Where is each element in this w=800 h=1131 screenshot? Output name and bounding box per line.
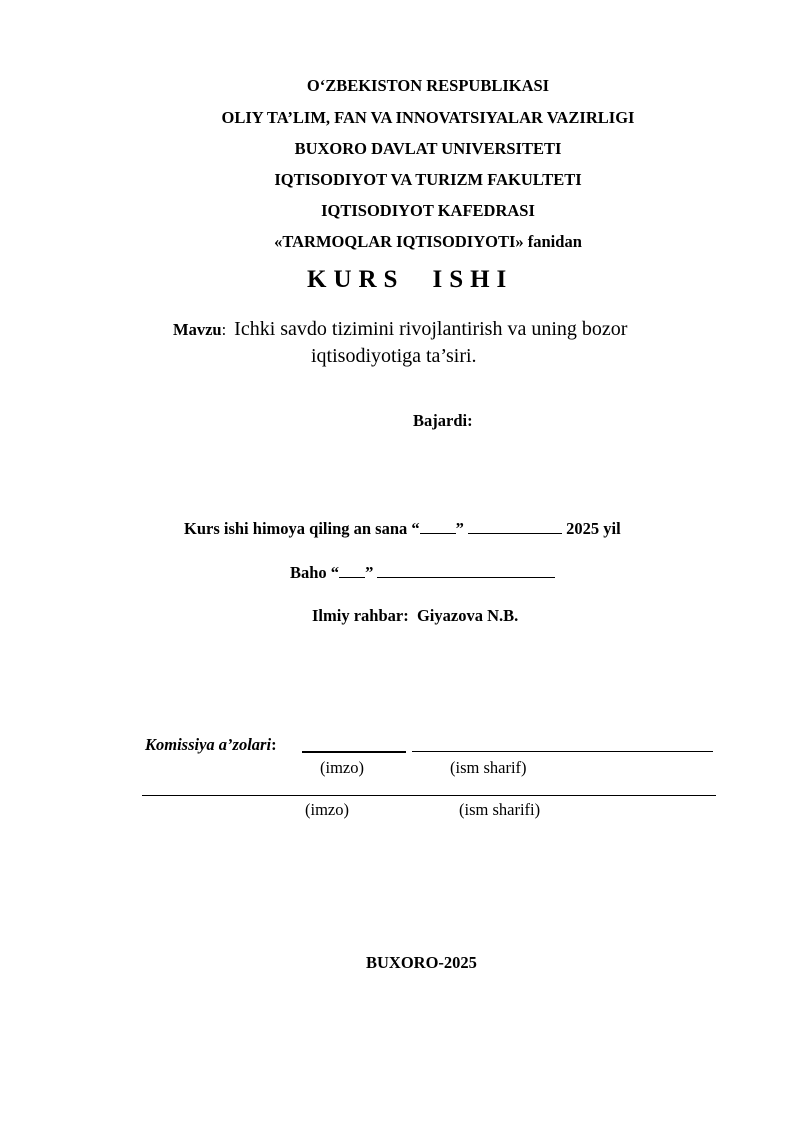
title-word-1: KURS — [307, 266, 405, 293]
commission-sign-caption-2: (imzo) — [305, 800, 349, 819]
grade-blank[interactable] — [339, 563, 365, 578]
commission-sign-caption-1: (imzo) — [320, 758, 364, 777]
defense-text: Kurs ishi himoya qiling an sana “ — [184, 519, 420, 538]
defense-year: 2025 yil — [566, 519, 621, 538]
title-word-2: ISHI — [432, 266, 514, 293]
defense-month-blank[interactable] — [468, 519, 562, 534]
topic-label: Mavzu — [173, 320, 222, 339]
header-department: IQTISODIYOT KAFEDRASI — [321, 201, 535, 220]
topic-text-1: Ichki savdo tizimini rivojlantirish va uning bozor — [234, 318, 628, 340]
header-ministry: OLIY TA’LIM, FAN VA INNOVATSIYALAR VAZIRLIGI — [221, 108, 635, 127]
grade-label: Baho “ — [290, 563, 340, 582]
commission-label-line — [145, 735, 277, 755]
commission-name-line-1[interactable] — [412, 751, 713, 752]
commission-name-caption-2: (ism sharifi) — [459, 800, 541, 819]
defense-date-line — [184, 519, 621, 539]
commission-line-2[interactable] — [142, 795, 716, 796]
defense-quote-close: ” — [455, 519, 464, 538]
topic-text-2: iqtisodiyotiga ta’siri. — [311, 345, 477, 367]
grade-line — [290, 563, 555, 583]
supervisor-line — [312, 606, 518, 626]
header-faculty: IQTISODIYOT VA TURIZM FAKULTETI — [274, 170, 582, 189]
topic-colon: : — [221, 320, 227, 339]
defense-day-blank[interactable] — [420, 519, 456, 534]
performed-by-label: Bajardi: — [413, 411, 473, 430]
supervisor-name: Giyazova N.B. — [416, 606, 519, 625]
topic-line-1 — [173, 318, 627, 341]
commission-name-caption-1: (ism sharif) — [450, 758, 527, 777]
commission-label: Komissiya a’zolari — [145, 735, 272, 754]
header-subject: «TARMOQLAR IQTISODIYOTI» fanidan — [274, 232, 582, 251]
header-ministry-country: O‘ZBEKISTON RESPUBLIKASI — [306, 76, 550, 95]
header-university: BUXORO DAVLAT UNIVERSITETI — [294, 139, 562, 158]
supervisor-label: Ilmiy rahbar: — [312, 606, 409, 625]
document-title — [307, 266, 513, 294]
grade-signature-blank[interactable] — [377, 563, 555, 578]
commission-sign-line-1[interactable] — [302, 751, 406, 753]
grade-quote-close: ” — [365, 563, 374, 582]
footer-city-year: BUXORO-2025 — [366, 953, 477, 972]
commission-colon: : — [271, 735, 277, 754]
